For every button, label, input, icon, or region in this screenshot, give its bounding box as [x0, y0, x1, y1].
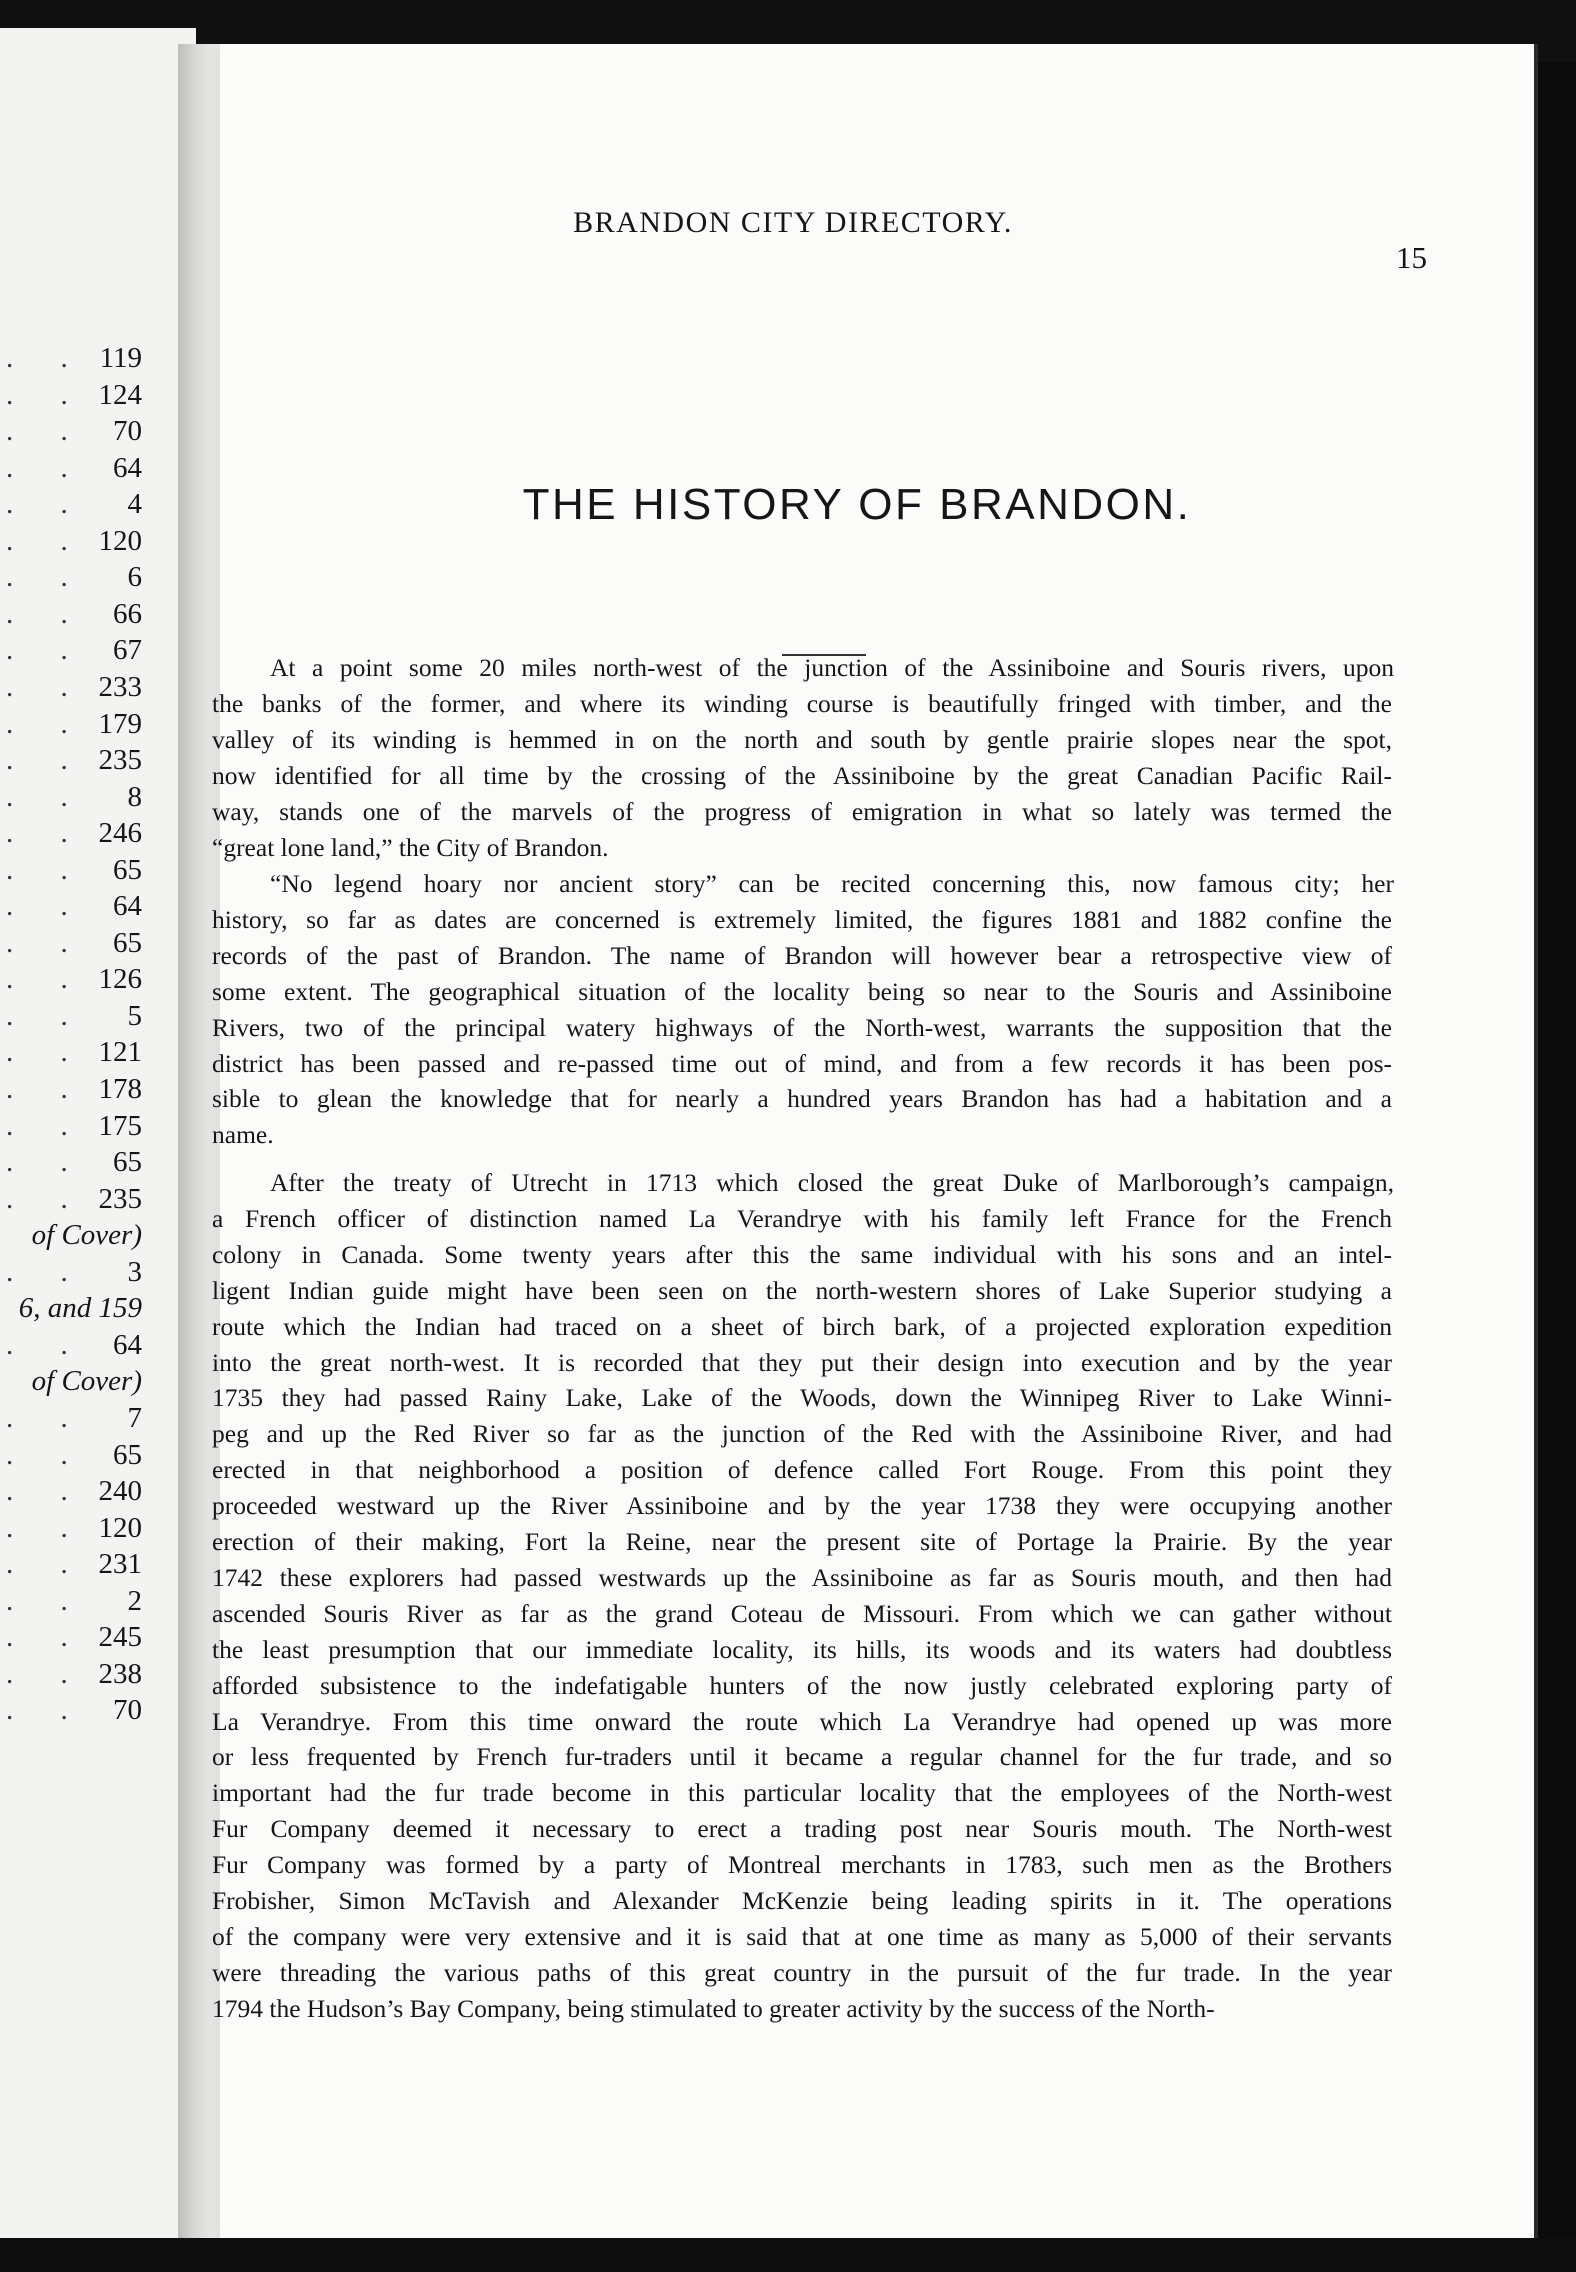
- index-leader-dots: . .: [6, 1475, 88, 1508]
- index-leader-dots: . .: [6, 597, 88, 630]
- index-entry: [0, 996, 150, 1036]
- index-page-ref: 2: [127, 1584, 142, 1617]
- book-page: [212, 44, 1536, 2240]
- text-line: At a point some 20 miles north-west of the junction of the Assiniboine and Souris rivers, upon: [270, 653, 1394, 682]
- index-leader-dots: . .: [6, 744, 88, 777]
- index-page-ref: 119: [99, 342, 142, 374]
- index-page-ref: 5: [127, 999, 142, 1032]
- text-line: “No legend hoary nor ancient story” can be recited concerning this, now famous city; her: [270, 869, 1394, 898]
- index-leader-dots: . .: [6, 926, 88, 959]
- text-line: Frobisher, Simon McTavish and Alexander McKenzie being leading spirits in it. The operations: [212, 1886, 1392, 1915]
- index-page-ref: 6: [127, 561, 142, 594]
- text-line: Rivers, two of the principal watery highways of the North-west, warrants the supposition that the: [212, 1012, 1392, 1042]
- index-leader-dots: . .: [6, 707, 88, 740]
- index-leader-dots: . .: [6, 524, 88, 557]
- index-page-ref: 120: [98, 524, 142, 557]
- index-entry: [0, 850, 150, 890]
- index-entry: [0, 1252, 150, 1292]
- index-leader-dots: . .: [6, 415, 88, 448]
- text-line: 1742 these explorers had passed westwards up the Assiniboine as far as Souris mouth, and then had: [212, 1562, 1392, 1592]
- index-leader-dots: . .: [6, 1109, 88, 1142]
- text-line: or less frequented by French fur-traders until it became a regular channel for the fur trade, and so: [212, 1742, 1392, 1772]
- text-line: proceeded westward up the River Assiniboine and by the year 1738 they were occupying another: [212, 1491, 1392, 1521]
- index-page-ref: of Cover): [31, 1219, 142, 1252]
- index-leader-dots: . .: [6, 999, 88, 1032]
- index-leader-dots: . .: [6, 1255, 88, 1288]
- page-number: 15: [1396, 240, 1427, 275]
- index-page-ref: 178: [98, 1073, 142, 1105]
- index-leader-dots: . .: [6, 1182, 88, 1215]
- index-page-ref: 8: [127, 780, 142, 813]
- index-entry: [0, 338, 150, 378]
- index-page-ref: 66: [113, 597, 142, 630]
- text-line: of the company were very extensive and it is said that at one time as many as 5,000 of their servants: [212, 1921, 1392, 1951]
- index-entry: [0, 375, 150, 415]
- index-page-ref: 124: [98, 378, 142, 411]
- index-page-ref: 238: [98, 1657, 142, 1690]
- index-page-ref: 231: [98, 1548, 142, 1581]
- chapter-title: THE HISTORY OF BRANDON.: [522, 480, 1192, 529]
- index-leader-dots: . .: [6, 1438, 88, 1471]
- text-line: peg and up the Red River so far as the junction of the Red with the Assiniboine River, and had: [212, 1419, 1392, 1449]
- text-line: erected in that neighborhood a position of defence called Fort Rouge. From this point they: [212, 1455, 1392, 1485]
- index-page-ref: 4: [127, 488, 142, 521]
- index-leader-dots: . .: [6, 1657, 88, 1690]
- index-entry: [0, 448, 150, 488]
- text-line: After the treaty of Utrecht in 1713 which closed the great Duke of Marlborough’s campaign,: [270, 1168, 1394, 1197]
- index-entry: [0, 886, 150, 926]
- index-page-ref: 126: [98, 963, 142, 996]
- index-page-ref: of Cover): [31, 1365, 142, 1398]
- index-entry: [0, 959, 150, 999]
- index-leader-dots: . .: [6, 780, 88, 813]
- text-line: “great lone land,” the City of Brandon.: [212, 832, 609, 862]
- index-leader-dots: . .: [6, 1401, 88, 1434]
- text-line: 1794 the Hudson’s Bay Company, being stimulated to greater activity by the success of the North-: [212, 1993, 1215, 2023]
- text-line: Fur Company deemed it necessary to erect a trading post near Souris mouth. The North-west: [212, 1814, 1392, 1844]
- index-entry: [0, 1032, 150, 1072]
- index-entry: [0, 1179, 150, 1219]
- index-entry: [0, 1398, 150, 1438]
- page-edge: [1534, 44, 1538, 2240]
- index-leader-dots: . .: [6, 890, 88, 923]
- index-page-ref: 121: [98, 1036, 142, 1069]
- scan-border-bottom: [0, 2238, 1576, 2272]
- index-entry: [0, 667, 150, 707]
- text-line: name.: [212, 1120, 274, 1150]
- index-entry: [0, 594, 150, 634]
- index-entry: [0, 1617, 150, 1657]
- index-page-ref: 3: [127, 1255, 142, 1288]
- index-page-ref: 7: [127, 1401, 142, 1434]
- index-page-ref: 64: [113, 1328, 142, 1361]
- index-entry: [0, 1069, 150, 1109]
- index-leader-dots: . .: [6, 1073, 88, 1105]
- text-line: the banks of the former, and where its winding course is beautifully fringed with timber, and the: [212, 688, 1392, 718]
- index-page-ref: 70: [113, 1694, 142, 1727]
- text-line: important had the fur trade become in this particular locality that the employees of the North-west: [212, 1778, 1392, 1808]
- index-leader-dots: . .: [6, 1548, 88, 1581]
- index-page-ref: 70: [113, 415, 142, 448]
- index-entry: [0, 740, 150, 780]
- text-line: colony in Canada. Some twenty years after this the same individual with his sons and an intel-: [212, 1239, 1392, 1269]
- index-page-ref: 64: [113, 890, 142, 923]
- index-page-ref: 65: [113, 1438, 142, 1471]
- index-entry: [0, 484, 150, 524]
- index-entry: [0, 813, 150, 853]
- text-line: history, so far as dates are concerned is extremely limited, the figures 1881 and 1882 confine the: [212, 904, 1392, 934]
- index-entry: [0, 630, 150, 670]
- index-page-ref: 65: [113, 853, 142, 886]
- index-page-ref: 179: [98, 707, 142, 740]
- index-leader-dots: . .: [6, 378, 88, 411]
- index-page-ref: 175: [98, 1109, 142, 1142]
- text-line: records of the past of Brandon. The name of Brandon will however bear a retrospective view of: [212, 940, 1392, 970]
- text-line: valley of its winding is hemmed in on the north and south by gentle prairie slopes near the spot,: [212, 724, 1392, 754]
- index-entry: [0, 1361, 150, 1401]
- index-leader-dots: . .: [6, 963, 88, 996]
- text-line: now identified for all time by the crossing of the Assiniboine by the great Canadian Pacific Rail-: [212, 760, 1392, 790]
- index-page-ref: 246: [98, 817, 142, 850]
- text-line: ligent Indian guide might have been seen on the north-western shores of Lake Superior studying a: [212, 1275, 1392, 1305]
- index-leader-dots: . .: [6, 1146, 88, 1179]
- index-entry: [0, 1215, 150, 1255]
- text-line: the least presumption that our immediate locality, its hills, its woods and its waters had doubtless: [212, 1634, 1392, 1664]
- text-line: were threading the various paths of this great country in the pursuit of the fur trade. In the year: [212, 1957, 1392, 1987]
- index-entry: [0, 1581, 150, 1621]
- index-page-ref: 235: [98, 744, 142, 777]
- index-entry: [0, 923, 150, 963]
- index-leader-dots: . .: [6, 561, 88, 594]
- index-page-ref: 67: [113, 634, 142, 667]
- text-line: erection of their making, Fort la Reine, near the present site of Portage la Prairie. By the year: [212, 1527, 1392, 1556]
- index-leader-dots: . .: [6, 1511, 88, 1544]
- index-leader-dots: . .: [6, 634, 88, 667]
- running-head: BRANDON CITY DIRECTORY.: [573, 206, 1013, 239]
- text-line: La Verandrye. From this time onward the route which La Verandrye had opened up was more: [212, 1706, 1392, 1736]
- index-leader-dots: . .: [6, 817, 88, 850]
- text-line: Fur Company was formed by a party of Montreal merchants in 1783, such men as the Brothers: [212, 1850, 1392, 1880]
- index-entry: [0, 1106, 150, 1146]
- index-entry: [0, 777, 150, 817]
- index-leader-dots: . .: [6, 1694, 88, 1727]
- index-entry: [0, 1142, 150, 1182]
- index-entry: [0, 1435, 150, 1475]
- index-entry: [0, 1654, 150, 1694]
- text-line: 1735 they had passed Rainy Lake, Lake of the Woods, down the Winnipeg River to Lake Winni-: [212, 1383, 1392, 1413]
- previous-page-index-strip: [0, 28, 196, 2240]
- text-line: route which the Indian had traced on a sheet of birch bark, of a projected exploration expedition: [212, 1311, 1392, 1341]
- index-page-ref: 245: [98, 1621, 142, 1654]
- index-leader-dots: . .: [6, 670, 88, 703]
- index-leader-dots: . .: [6, 342, 88, 374]
- index-entry: [0, 1690, 150, 1730]
- index-leader-dots: . .: [6, 488, 88, 521]
- index-entry: [0, 1471, 150, 1511]
- index-leader-dots: . .: [6, 1036, 88, 1069]
- text-line: into the great north-west. It is recorded that they put their design into execution and by the year: [212, 1347, 1392, 1377]
- index-entry: [0, 1325, 150, 1365]
- index-entry: [0, 1544, 150, 1584]
- text-line: some extent. The geographical situation of the locality being so near to the Souris and Assiniboine: [212, 976, 1392, 1006]
- text-line: district has been passed and re-passed time out of mind, and from a few records it has been pos-: [212, 1048, 1392, 1078]
- text-line: a French officer of distinction named La Verandrye with his family left France for the French: [212, 1203, 1392, 1233]
- text-line: sible to glean the knowledge that for nearly a hundred years Brandon has had a habitation and a: [212, 1084, 1392, 1114]
- text-line: way, stands one of the marvels of the progress of emigration in what so lately was termed the: [212, 796, 1392, 826]
- text-line: afforded subsistence to the indefatigable hunters of the now justly celebrated exploring party of: [212, 1670, 1392, 1700]
- index-page-ref: 240: [98, 1475, 142, 1508]
- index-page-ref: 233: [98, 670, 142, 703]
- index-page-ref: 65: [113, 926, 142, 959]
- index-leader-dots: . .: [6, 451, 88, 484]
- index-page-ref: 6, and 159: [18, 1292, 142, 1325]
- text-line: ascended Souris River as far as the grand Coteau de Missouri. From which we can gather without: [212, 1598, 1392, 1628]
- index-entry: [0, 411, 150, 451]
- index-leader-dots: . .: [6, 1621, 88, 1654]
- index-entry: [0, 557, 150, 597]
- index-entry: [0, 1288, 150, 1328]
- index-leader-dots: . .: [6, 1584, 88, 1617]
- index-page-ref: 65: [113, 1146, 142, 1179]
- index-entry: [0, 521, 150, 561]
- index-page-ref: 64: [113, 451, 142, 484]
- index-entry: [0, 1508, 150, 1548]
- index-page-ref: 235: [98, 1182, 142, 1215]
- index-leader-dots: . .: [6, 1328, 88, 1361]
- index-page-ref: 120: [98, 1511, 142, 1544]
- index-entry: [0, 704, 150, 744]
- index-leader-dots: . .: [6, 853, 88, 886]
